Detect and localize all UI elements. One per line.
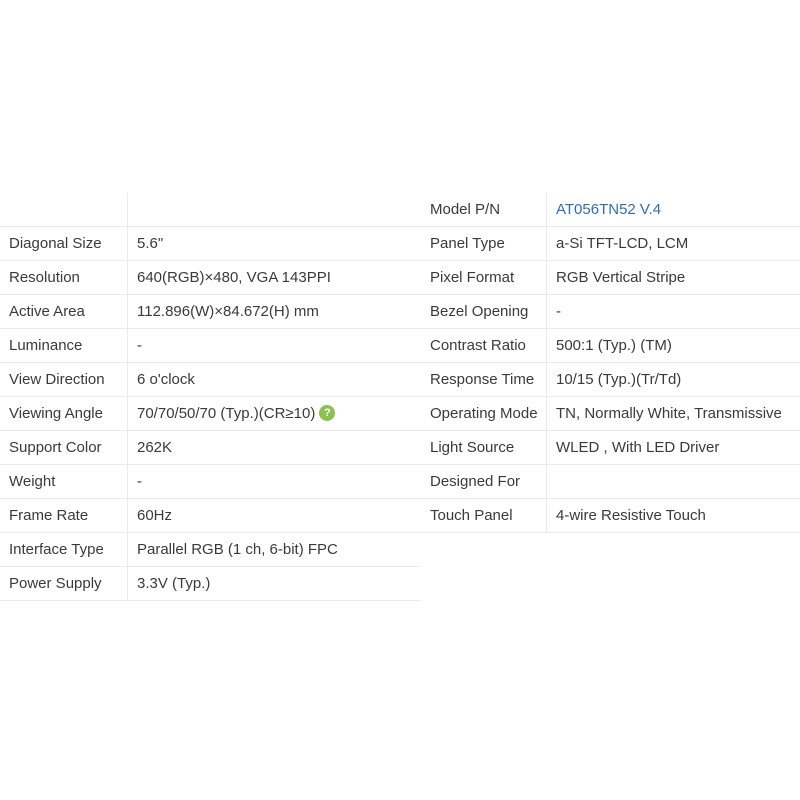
spec-label	[0, 193, 128, 227]
spec-table	[0, 193, 800, 601]
spec-value-with-help	[128, 397, 421, 431]
spec-label: View Direction	[0, 363, 128, 397]
spec-label: Support Color	[0, 431, 128, 465]
spec-value: -	[128, 329, 421, 363]
spec-value: Parallel RGB (1 ch, 6-bit) FPC	[128, 533, 421, 567]
spec-label: Luminance	[0, 329, 128, 363]
spec-label: Contrast Ratio	[421, 329, 547, 363]
spec-value: 640(RGB)×480, VGA 143PPI	[128, 261, 421, 295]
spec-label: Weight	[0, 465, 128, 499]
model-pn-link[interactable]: AT056TN52 V.4	[547, 193, 800, 227]
spec-row-viewing-angle	[0, 397, 800, 431]
spec-row-support-color	[0, 431, 800, 465]
spec-value	[547, 567, 800, 601]
spec-value: 70/70/50/70 (Typ.)(CR≥10)	[137, 405, 316, 422]
spec-value: WLED , With LED Driver	[547, 431, 800, 465]
spec-label: Frame Rate	[0, 499, 128, 533]
spec-label: Power Supply	[0, 567, 128, 601]
spec-label: Panel Type	[421, 227, 547, 261]
spec-value: 10/15 (Typ.)(Tr/Td)	[547, 363, 800, 397]
spec-label: Resolution	[0, 261, 128, 295]
spec-value	[547, 465, 800, 499]
spec-label: Designed For	[421, 465, 547, 499]
spec-row-frame-rate	[0, 499, 800, 533]
spec-label: Response Time	[421, 363, 547, 397]
spec-label: Bezel Opening	[421, 295, 547, 329]
spec-row-active-area	[0, 295, 800, 329]
spec-value: 5.6"	[128, 227, 421, 261]
spec-row-weight	[0, 465, 800, 499]
spec-value: 4-wire Resistive Touch	[547, 499, 800, 533]
spec-value	[547, 533, 800, 567]
spec-label: Model P/N	[421, 193, 547, 227]
spec-row-luminance	[0, 329, 800, 363]
spec-value: TN, Normally White, Transmissive	[547, 397, 800, 431]
spec-label: Light Source	[421, 431, 547, 465]
spec-value: -	[547, 295, 800, 329]
spec-row-resolution	[0, 261, 800, 295]
spec-value: 60Hz	[128, 499, 421, 533]
spec-label	[421, 533, 547, 567]
spec-value: 112.896(W)×84.672(H) mm	[128, 295, 421, 329]
spec-value	[128, 193, 421, 227]
spec-value: 262K	[128, 431, 421, 465]
spec-label: Diagonal Size	[0, 227, 128, 261]
spec-value: 3.3V (Typ.)	[128, 567, 421, 601]
spec-label: Pixel Format	[421, 261, 547, 295]
spec-label: Viewing Angle	[0, 397, 128, 431]
spec-label	[421, 567, 547, 601]
spec-label: Touch Panel	[421, 499, 547, 533]
spec-row-view-direction	[0, 363, 800, 397]
question-circle-icon[interactable]: ?	[319, 405, 335, 421]
spec-row-diagonal	[0, 227, 800, 261]
spec-value: 500:1 (Typ.) (TM)	[547, 329, 800, 363]
spec-label: Operating Mode	[421, 397, 547, 431]
spec-value: -	[128, 465, 421, 499]
spec-value: a-Si TFT-LCD, LCM	[547, 227, 800, 261]
spec-row-interface-type	[0, 533, 800, 567]
spec-row-model	[0, 193, 800, 227]
spec-value: 6 o'clock	[128, 363, 421, 397]
spec-value: RGB Vertical Stripe	[547, 261, 800, 295]
spec-label: Interface Type	[0, 533, 128, 567]
spec-label: Active Area	[0, 295, 128, 329]
spec-row-power-supply	[0, 567, 800, 601]
